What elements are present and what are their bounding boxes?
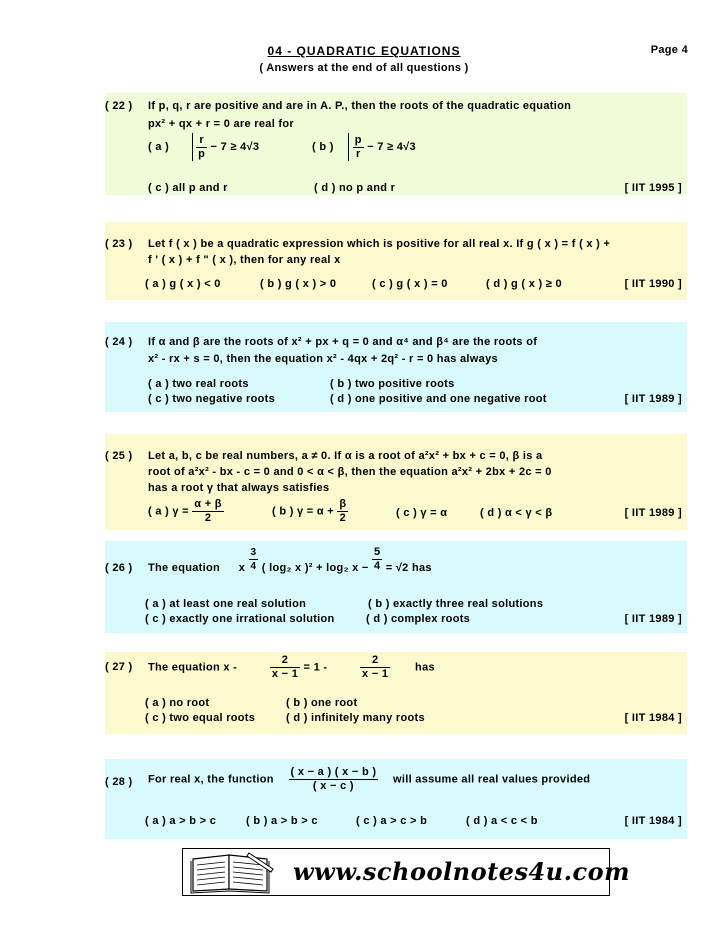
footer-banner — [182, 848, 630, 896]
q26-option-b: ( b ) exactly three real solutions — [368, 598, 544, 610]
q27-stem — [148, 654, 435, 681]
q28-option-c: ( c ) a > c > b — [356, 815, 428, 827]
q23-line1: Let f ( x ) be a quadratic expression which is positive for all real x. If g ( x ) = f ( x ) + — [148, 238, 611, 250]
q27-f2-den: x − 1 — [362, 668, 389, 680]
q27-f2-num: 2 — [360, 654, 390, 668]
q22-b-label: ( b ) — [312, 140, 334, 153]
q27-stem-text: The equation x - — [148, 661, 238, 674]
q25-a-den: 2 — [204, 512, 212, 524]
q27-option-d: ( d ) infinitely many roots — [286, 712, 425, 724]
q22-line1: If p, q, r are positive and are in A. P., then the roots of the quadratic equation — [148, 100, 572, 112]
q24-source: [ IIT 1989 ] — [624, 393, 682, 405]
q25-b-num: β — [339, 498, 347, 510]
q26-exp-den: 4 — [250, 561, 257, 572]
q26-frac-den: 4 — [373, 560, 381, 572]
q25-line3: has a root γ that always satisfies — [148, 482, 330, 494]
page-number: Page 4 — [650, 44, 688, 56]
q28-stem-text: For real x, the function — [148, 773, 274, 786]
q28-tail: will assume all real values provided — [393, 773, 591, 786]
q23-source: [ IIT 1990 ] — [624, 278, 682, 290]
q23-number: ( 23 ) — [105, 238, 133, 250]
q26-exp-num: 3 — [250, 547, 257, 558]
q26-option-c: ( c ) exactly one irrational solution — [145, 613, 335, 625]
q22-option-b — [312, 133, 416, 161]
q26-option-a: ( a ) at least one real solution — [145, 598, 307, 610]
q22-option-c: ( c ) all p and r — [148, 182, 228, 194]
q27-number: ( 27 ) — [105, 661, 133, 673]
q25-line1: Let a, b, c be real numbers, a ≠ 0. If α is a root of a²x² + bx + c = 0, β is a — [148, 450, 543, 462]
q23-option-d: ( d ) g ( x ) ≥ 0 — [486, 278, 562, 290]
q24-option-d: ( d ) one positive and one negative root — [330, 393, 547, 405]
q25-b-label: ( b ) γ = α + — [272, 505, 335, 518]
q28-f-den: ( x − c ) — [312, 780, 354, 792]
q22-a-rest: − 7 ≥ 4√3 — [210, 140, 260, 153]
page-title: 04 - QUADRATIC EQUATIONS — [267, 44, 461, 58]
q22-number: ( 22 ) — [105, 100, 133, 112]
q27-option-c: ( c ) two equal roots — [145, 712, 256, 724]
q22-source: [ IIT 1995 ] — [624, 182, 682, 194]
footer-url[interactable]: www.schoolnotes4u.com — [293, 857, 630, 886]
q22-b-num: p — [354, 133, 362, 146]
q22-b-rest: − 7 ≥ 4√3 — [367, 140, 416, 153]
q22-option-a — [148, 133, 259, 161]
q26-mid: ( log₂ x )² + log₂ x − — [261, 562, 369, 574]
q25-option-c: ( c ) γ = α — [396, 507, 448, 519]
q22-line2: px² + qx + r = 0 are real for — [148, 118, 294, 130]
q28-option-a: ( a ) a > b > c — [145, 815, 217, 827]
q24-number: ( 24 ) — [105, 336, 133, 348]
q28-source: [ IIT 1984 ] — [624, 815, 682, 827]
q26-source: [ IIT 1989 ] — [624, 613, 682, 625]
q23-option-b: ( b ) g ( x ) > 0 — [260, 278, 337, 290]
q22-a-label: ( a ) — [148, 140, 170, 153]
q26-tail: = √2 has — [385, 562, 432, 574]
q25-a-num: α + β — [194, 498, 222, 510]
q26-option-d: ( d ) complex roots — [366, 613, 471, 625]
open-book-icon — [187, 849, 277, 895]
q28-number: ( 28 ) — [105, 776, 133, 788]
q24-line2: x² - rx + s = 0, then the equation x² - 4qx + 2q² - r = 0 has always — [148, 353, 498, 365]
q25-source: [ IIT 1989 ] — [624, 507, 682, 519]
q26-stem-text: The equation — [148, 562, 221, 574]
q27-source: [ IIT 1984 ] — [624, 712, 682, 724]
q25-line2: root of a²x² - bx - c = 0 and 0 < α < β, then the equation a²x² + 2bx + 2c = 0 — [148, 466, 552, 478]
q27-mid: = 1 - — [303, 661, 328, 674]
q27-f1-den: x − 1 — [271, 668, 299, 680]
q28-f-num: ( x − a ) ( x − b ) — [290, 766, 377, 778]
q23-option-a: ( a ) g ( x ) < 0 — [145, 278, 221, 290]
q25-option-b — [272, 498, 348, 525]
page-subtitle: ( Answers at the end of all questions ) — [259, 62, 469, 74]
q24-line1: If α and β are the roots of x² + px + q = 0 and α⁴ and β⁴ are the roots of — [148, 336, 538, 348]
q28-option-d: ( d ) a < c < b — [466, 815, 538, 827]
q25-option-a — [148, 498, 224, 525]
q25-option-d: ( d ) α < γ < β — [480, 507, 553, 519]
q28-option-b: ( b ) a > b > c — [246, 815, 318, 827]
q22-a-den: p — [198, 147, 206, 160]
q22-a-num: r — [196, 134, 207, 148]
q22-b-den: r — [355, 147, 361, 160]
q25-a-label: ( a ) γ = — [148, 505, 189, 518]
q28-stem — [148, 766, 590, 793]
q27-option-a: ( a ) no root — [145, 697, 210, 709]
q23-option-c: ( c ) g ( x ) = 0 — [372, 278, 448, 290]
q24-option-c: ( c ) two negative roots — [148, 393, 275, 405]
q27-f1-num: 2 — [270, 654, 300, 668]
q24-option-b: ( b ) two positive roots — [330, 378, 455, 390]
q27-tail: has — [415, 661, 435, 674]
q25-b-den: 2 — [339, 512, 347, 524]
q25-number: ( 25 ) — [105, 450, 133, 462]
q26-number: ( 26 ) — [105, 562, 133, 574]
q22-option-d: ( d ) no p and r — [314, 182, 396, 194]
q24-option-a: ( a ) two real roots — [148, 378, 249, 390]
q26-stem: The equation x $\frac{3}{4}$ ( log₂ x )² + log₂ x − $\frac{5}{4}$ = √2 has — [148, 546, 432, 574]
q27-option-b: ( b ) one root — [286, 697, 358, 709]
q23-line2: f ' ( x ) + f " ( x ), then for any real x — [148, 254, 341, 266]
q26-frac-num: 5 — [373, 546, 381, 558]
